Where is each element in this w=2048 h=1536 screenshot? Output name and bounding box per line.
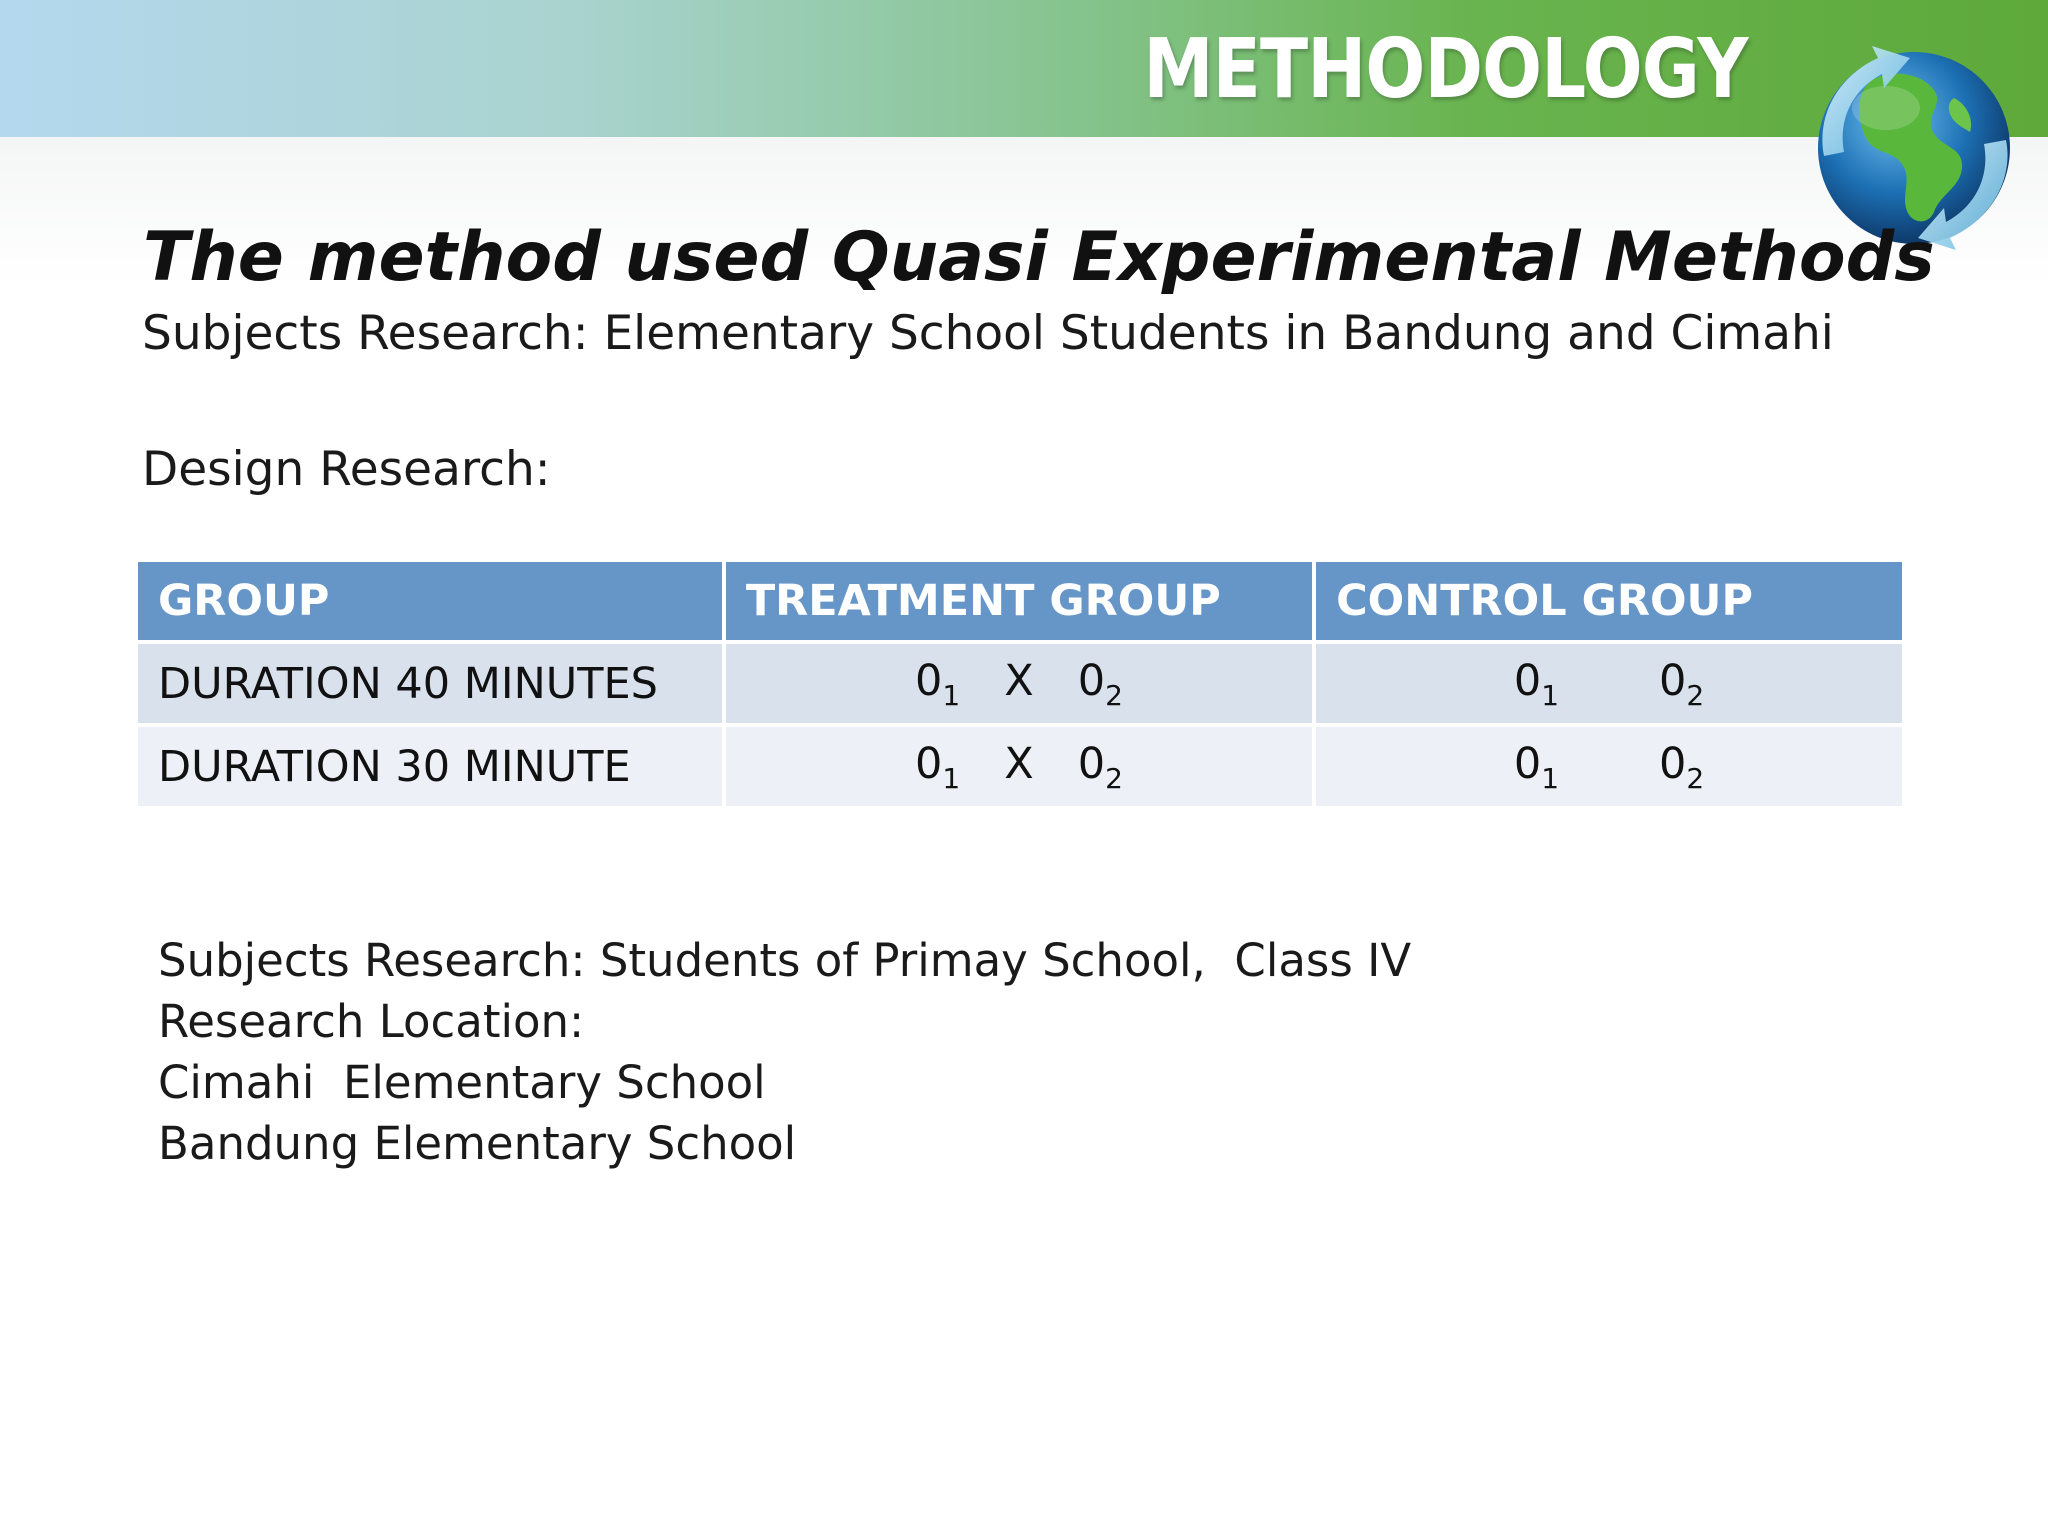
posttest-subscript: 2	[1686, 761, 1705, 795]
treatment-design-cell	[726, 644, 1312, 723]
notes-location-cimahi: Cimahi Elementary School	[158, 1056, 766, 1109]
treatment-mark: X	[1004, 738, 1034, 789]
design-label: Design Research:	[142, 442, 551, 497]
header-control-group: CONTROL GROUP	[1316, 562, 1902, 640]
pretest-subscript: 1	[1541, 761, 1560, 795]
table-header-row	[138, 562, 1902, 640]
row-label: DURATION 40 MINUTES	[138, 644, 722, 723]
control-design-cell	[1316, 644, 1902, 723]
banner-title: METHODOLOGY	[1143, 22, 1748, 117]
treatment-mark: X	[1004, 655, 1034, 706]
posttest-mark: 0	[1659, 738, 1687, 789]
pretest-subscript: 1	[942, 678, 961, 712]
pretest-subscript: 1	[1541, 678, 1560, 712]
pretest-mark: 0	[1513, 738, 1542, 789]
pretest-mark: 0	[915, 738, 943, 789]
treatment-design-cell	[726, 727, 1312, 806]
posttest-mark: 0	[1077, 655, 1106, 706]
table-row	[138, 644, 1902, 723]
notes-location-label: Research Location:	[158, 995, 585, 1048]
table-row	[138, 727, 1902, 806]
row-label: DURATION 30 MINUTE	[138, 727, 722, 806]
posttest-mark: 0	[1659, 655, 1687, 706]
header-treatment-group: TREATMENT GROUP	[726, 562, 1312, 640]
pretest-subscript: 1	[942, 761, 961, 795]
subjects-line: Subjects Research: Elementary School Students in Bandung and Cimahi	[142, 306, 1834, 361]
slide-heading: The method used Quasi Experimental Methods	[143, 218, 1935, 297]
notes-location-bandung: Bandung Elementary School	[158, 1117, 797, 1170]
design-table	[134, 558, 1906, 810]
control-design-cell	[1316, 727, 1902, 806]
posttest-subscript: 2	[1105, 678, 1123, 712]
pretest-mark: 0	[1513, 655, 1542, 706]
pretest-mark: 0	[915, 655, 943, 706]
posttest-mark: 0	[1077, 738, 1106, 789]
research-notes	[158, 930, 1411, 1174]
notes-subjects: Subjects Research: Students of Primay School, Class IV	[158, 934, 1412, 987]
posttest-subscript: 2	[1686, 678, 1705, 712]
header-group: GROUP	[138, 562, 722, 640]
posttest-subscript: 2	[1105, 761, 1123, 795]
